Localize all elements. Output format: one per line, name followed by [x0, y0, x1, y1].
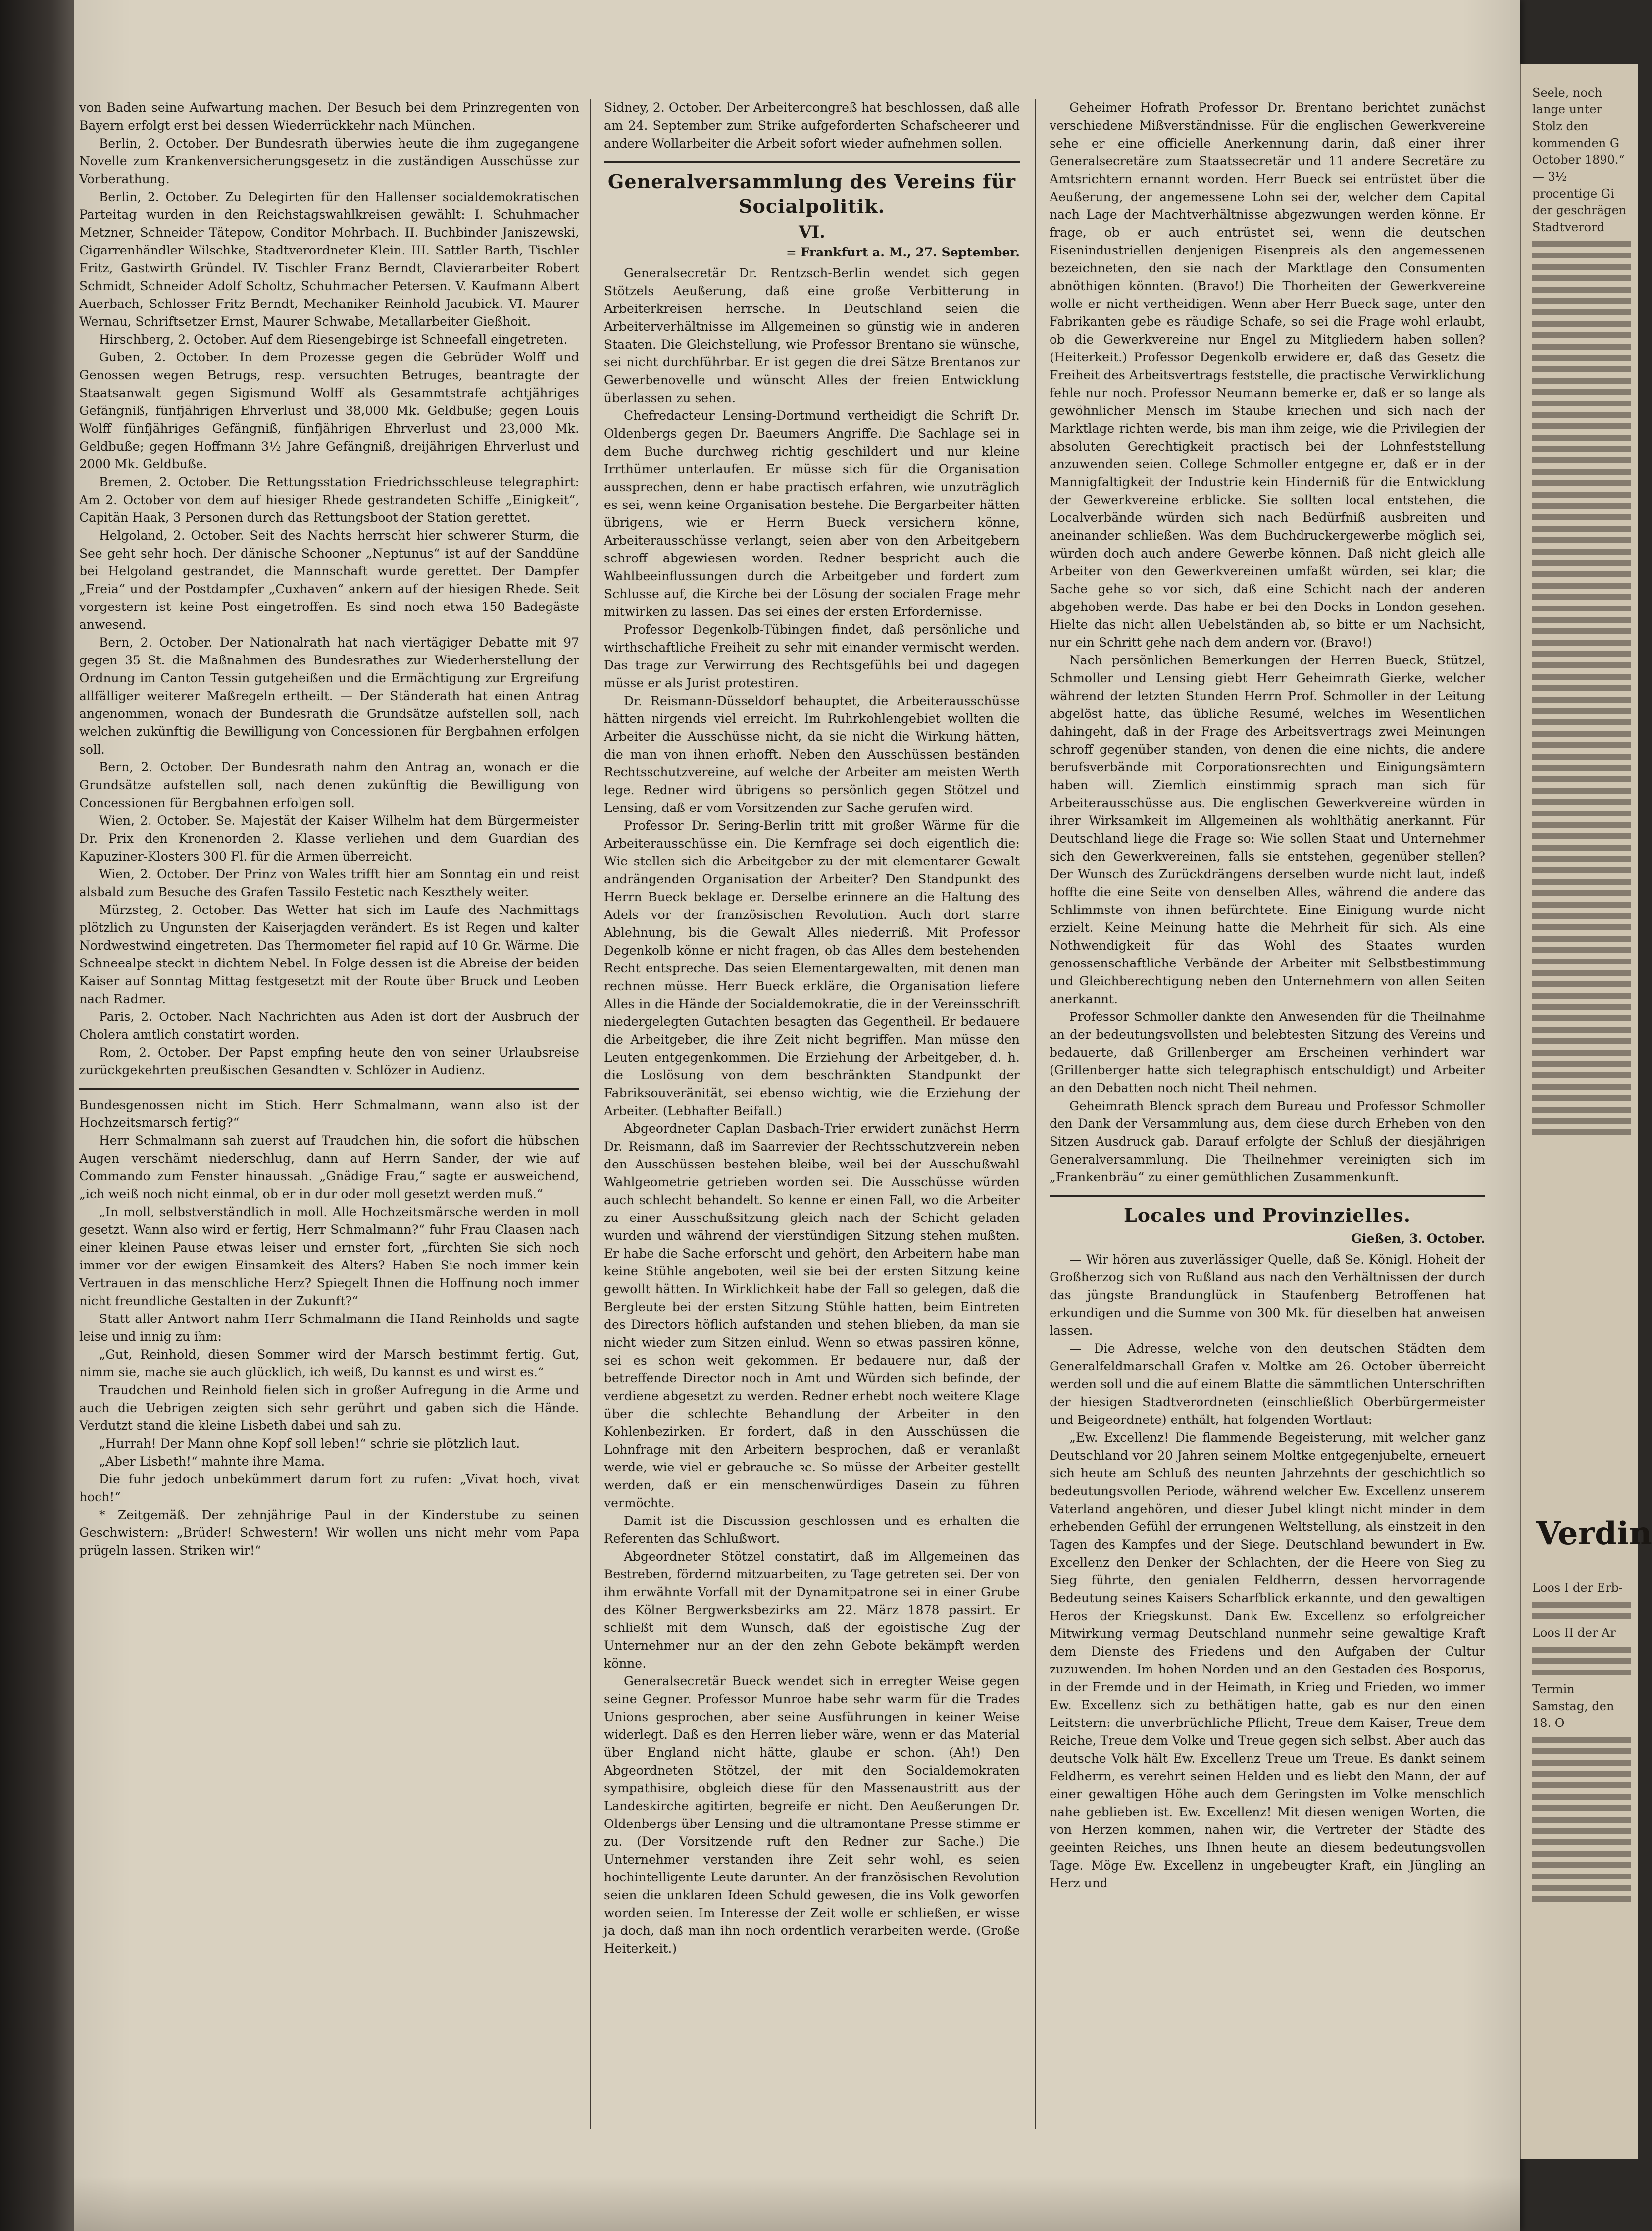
article-paragraph: Hirschberg, 2. October. Auf dem Riesengebirge ist Schneefall eingetreten. [99, 332, 568, 347]
article-paragraph: Guben, 2. October. In dem Prozesse gegen die Gebrüder Wolff und Genossen wegen Betrugs, resp. versuchten Betruges, beantragte der Staatsanwalt gegen Sigismund Wolff als Gesammtstrafe achtjähriges Gefängniß, fünfjährigen Ehrverlust und 38,000 Mk. Geldbuße; gegen Louis Wolff fünfjähriges Gefängniß, fünfjährigen Ehrverlust und 23,000 Mk. Geldbuße; gegen Hoffmann 3½ Jahre Gefängniß, dreijährigen Ehrverlust und 2000 Mk. Geldbuße. [79, 350, 579, 471]
feuilleton-paragraph: Traudchen und Reinhold fielen sich in großer Aufregung in die Arme und auch die Uebrigen zeigten sich sehr gerührt und gaben sich die Hände. Verdutzt stand die kleine Lisbeth dabei und sah zu. [79, 1383, 579, 1433]
adjacent-page-fragment [1520, 64, 1652, 2159]
article-part-number: VI. [798, 222, 826, 242]
article-paragraph: Sidney, 2. October. Der Arbeitercongreß hat beschlossen, daß alle am 24. September zum Strike aufgeforderten Schafscheerer und andere Wollarbeiter die Arbeit sofort wieder aufnehmen sollen. [604, 101, 1020, 151]
article-paragraph: von Baden seine Aufwartung machen. Der Besuch bei dem Prinzregenten von Bayern erfolgt erst bei dessen Wiederrückkehr nach München. [79, 101, 579, 133]
fragment-line: October 1890.“ [1532, 153, 1625, 167]
feuilleton-divider [79, 1088, 579, 1090]
section-divider [1050, 1195, 1485, 1197]
feuilleton-paragraph: „Gut, Reinhold, diesen Sommer wird der Marsch bestimmt fertig. Gut, nimm sie, mache sie auch glücklich, ich weiß, Du kannst es und wirst es.“ [79, 1347, 579, 1379]
article-headline: Generalversammlung des Vereins für Socialpolitik. [607, 170, 1016, 217]
column-3 [1050, 99, 1485, 2129]
article-paragraph: Paris, 2. October. Nach Nachrichten aus Aden ist dort der Ausbruch der Cholera amtlich constatirt worden. [79, 1010, 579, 1042]
article-paragraph: Generalsecretär Bueck wendet sich in erregter Weise gegen seine Gegner. Professor Munroe habe sehr warm für die Trades Unions gesprochen, aber seine Ausführungen in keiner Weise widerlegt. Daß es den Herren lieber wäre, wenn er das Material über England nicht hätte, glaube er schon. (Ah!) Den Abgeordneten Stötzel, der mit den Socialdemokraten sympathisire, obgleich diese für den Massenaustritt aus der Landeskirche agitirten, begreife er nicht. Den Aeußerungen Dr. Oldenbergs über Lensing und die ultramontane Presse stimme er zu. (Der Vorsitzende ruft den Redner zur Sache.) Die Unternehmer verstanden ihre Zeit sehr wohl, es seien hochintelligente Leute darunter. An der französischen Revolution seien die unklaren Ideen Schuld gewesen, die ins Volk geworfen worden seien. Im Interesse der Zeit wolle er schließen, er wisse ja doch, daß man ihn noch ordentlich verarbeiten werde. (Große Heiterkeit.) [604, 1674, 1020, 1956]
local-news-paragraph: „Ew. Excellenz! Die flammende Begeisterung, mit welcher ganz Deutschland vor 20 Jahren seinem Moltke entgegenjubelte, erneuert sich heute am Schluß des neunten Jahrzehnts der geschichtlich so bedeutungsvollen Periode, während welcher Ew. Excellenz unserem Vaterland angehören, und dieser Jubel klingt nicht minder in dem erhebenden Gefühl der errungenen Weltstellung, als einstzeit in den Tagen des Kampfes und der Siege. Deutschland bewundert in Ew. Excellenz den Denker der Schlachten, der die Heere von Sieg zu Sieg führte, den genialen Feldherrn, dessen hervorragende Bedeutung seines Kaisers Scharfblick erkannte, und den gewaltigen Heros der Kriegskunst. Dank Ew. Excellenz so erfolgreicher Mitwirkung vermag Deutschland nunmehr seine gewaltige Kraft dem Dienste des Friedens und den Aufgaben der Cultur zuzuwenden. Im hohen Norden und an den Gestaden des Bosporus, in der Fremde und in der Heimath, in Krieg und Frieden, wo immer Ew. Excellenz sich zu bethätigen hatte, gab es nur den einen Leitstern: die unverbrüchliche Pflicht, Treue dem Kaiser, Treue dem Reiche, Treue dem Volke und Treue gegen sich selbst. Aber auch das deutsche Volk hält Ew. Excellenz Treue um Treue. Es dankt seinem Feldherrn, es verehrt seinen Helden und es liebt den Mann, der auf einer gewaltigen Höhe auch dem Geringsten im Volke menschlich nahe geblieben ist. Ew. Excellenz! Mit diesen wenigen Worten, die von Herzen kommen, nahen wir, die Vertreter der Städte des geeinten Reiches, uns Ihnen heute an diesem bedeutungsvollen Tage. Möge Ew. Excellenz in ungebeugter Kraft, ein Jüngling an Herz und [1050, 1430, 1485, 1890]
feuilleton-paragraph: Statt aller Antwort nahm Herr Schmalmann die Hand Reinholds und sagte leise und innig zu ihm: [79, 1312, 579, 1344]
scanner-left-edge [0, 0, 74, 2231]
article-paragraph: Abgeordneter Caplan Dasbach-Trier erwidert zunächst Herrn Dr. Reismann, daß im Saarrevier der Rechtsschutzverein neben den Ausschüssen bestehen bleibe, weil bei der Ausschußwahl Wahlgeometrie getrieben worden sei. Die Ausschüsse würden auch schlecht behandelt. So kenne er einen Fall, wo die Arbeiter zu einer Ausschußsitzung gleich nach der Schicht geladen wurden und während der vierstündigen Sitzung stehen mußten. Er habe die Sache erforscht und gehört, den Arbeitern habe man keine Stühle angeboten, weil sie bei der ersten Sitzung keine gewollt hätten. In Wirklichkeit habe der Fall so gelegen, daß die Bergleute bei der ersten Sitzung Stühle hatten, beim Eintreten des Directors höflich aufstanden und stehen blieben, da man sie nicht wieder zum Sitzen einlud. Wenn so etwas passiren könne, sei es schon weit gekommen. Er bedauere nur, daß der betreffende Director noch in Amt und Würden sich befinde, der verdiene abgesetzt zu werden. Redner erhebt noch weitere Klage über die schlechte Behandlung der Arbeiter in den Kohlenbezirken. Er fordert, daß in den Ausschüssen die Lohnfrage mit den Arbeitern besprochen, daß er veranlaßt werde, wie viel er gebrauche ꝛc. So müsse der Arbeiter gestellt werden, daß er ein menschenwürdiges Dasein zu führen vermöchte. [604, 1121, 1020, 1510]
article-paragraph: Helgoland, 2. October. Seit des Nachts herrscht hier schwerer Sturm, die See geht sehr hoch. Der dänische Schooner „Neptunus“ ist auf der Sanddüne bei Helgoland gestrandet, die Mannschaft wurde gerettet. Der Dampfer „Freia“ und der Postdampfer „Cuxhaven“ ankern auf der hiesigen Rhede. Seit vorgestern ist keine Post eingetroffen. Es sind noch etwa 150 Badegäste anwesend. [79, 528, 579, 632]
fragment-line: Seele, noch lange unter [1532, 86, 1602, 116]
article-paragraph: Nach persönlichen Bemerkungen der Herren Bueck, Stützel, Schmoller und Lensing giebt Herr Geheimrath Gierke, welcher während der letzten Stunden Herrn Prof. Schmoller in der Leitung abgelöst hatte, das übliche Resumé, welches im Wesentlichen dahingeht, daß in der Frage des Arbeitsvertrags zwei Meinungen schroff gegenüber standen, von denen die eine nichts, die andere berufsverbände mit Corporationsrechten und Einigungsämtern haben will. Ziemlich einstimmig sprach man sich für Arbeiterausschüsse aus. Die englischen Gewerkvereine würden in ihrer Wirksamkeit im Allgemeinen als wohlthätig anerkannt. Für Deutschland liege die Frage so: Wie sollen Staat und Unternehmer sich den Gewerkvereinen, falls sie entstehen, gegenüber stellen? Der Wunsch des Zurückdrängens derselben wurde nicht laut, indeß hoffte die eine Seite von denselben Alles, während die andere das Schlimmste von ihnen befürchtete. Eine Einigung wurde nicht erzielt. Keine Meinung hatte die Mehrheit für sich. Als eine Nothwendigkeit für das Wohl des Staates wurden genossenschaftliche Verbände der Arbeiter mit Selbstbestimmung und Gleichberechtigung neben den Unternehmern von allen Seiten anerkannt. [1050, 653, 1485, 1006]
article-paragraph: Bremen, 2. October. Die Rettungsstation Friedrichsschleuse telegraphirt: Am 2. October von dem auf hiesiger Rhede gestrandeten Schiffe „Einigkeit“, Capitän Haak, 3 Personen durch das Rettungsboot der Station gerettet. [79, 475, 579, 525]
article-paragraph: Berlin, 2. October. Der Bundesrath überwies heute die ihm zugegangene Novelle zum Krankenversicherungsgesetz in die zuständigen Ausschüsse zur Vorberathung. [79, 136, 579, 186]
article-paragraph: Professor Degenkolb-Tübingen findet, daß persönliche und wirthschaftliche Freiheit zu sehr mit einander vermischt werden. Das trage zur Verwirrung des Rechtsgefühls bei und dagegen müsse er als Jurist protestiren. [604, 622, 1020, 690]
column-2 [604, 99, 1020, 2129]
feuilleton-paragraph: Bundesgenossen nicht im Stich. Herr Schmalmann, wann also ist der Hochzeitsmarsch fertig?“ [79, 1098, 579, 1130]
feuilleton-paragraph: Die fuhr jedoch unbekümmert darum fort zu rufen: „Vivat hoch, vivat hoch!“ [79, 1472, 579, 1504]
article-paragraph: Wien, 2. October. Der Prinz von Wales trifft hier am Sonntag ein und reist alsbald zum Besuche des Grafen Tassilo Festetic nach Keszthely weiter. [79, 867, 579, 899]
section-headline: Locales und Provinzielles. [1123, 1204, 1411, 1226]
article-paragraph: Abgeordneter Stötzel constatirt, daß im Allgemeinen das Bestreben, fördernd mitzuarbeiten, zu Tage getreten sei. Der von ihm erwähnte Vorfall mit der Dynamitpatrone sei in einer Grube des Kölner Bergwerksbezirks am 22. März 1878 passirt. Er schließt mit dem Wunsch, daß der egoistische Zug der Unternehmer nur an der den zehn Gebote bekämpft werden könne. [604, 1549, 1020, 1671]
section-dateline: Gießen, 3. October. [1351, 1231, 1485, 1246]
article-paragraph: Bern, 2. October. Der Bundesrath nahm den Antrag an, wonach er die Grundsätze aufstellen soll, nach denen zukünftig die Bewilligung von Concessionen für Bergbahnen erfolgen soll. [79, 760, 579, 810]
adjacent-page-subtext [1532, 1579, 1631, 1908]
article-paragraph: Chefredacteur Lensing-Dortmund vertheidigt die Schrift Dr. Oldenbergs gegen Dr. Baeumers Angriffe. Die Sachlage sei in dem Buche durchweg richtig geschildert und nur kleine Irrthümer unterlaufen. Er müsse sich für die Organisation aussprechen, denn er habe practisch erfahren, wie unzuträglich es sei, wenn keine Organisation bestehe. Die Bergarbeiter hätten übrigens, wie er Herrn Bueck versichern könne, Arbeiterausschüsse verlangt, seien aber von den Arbeitgebern schroff abgewiesen worden. Redner bespricht auch die Wahlbeeinflussungen durch die Arbeitgeber und fordert zum Schlusse auf, die Kirche bei der Lösung der socialen Frage mehr mitwirken zu lassen. Das sei eines der ersten Erfordernisse. [604, 408, 1020, 619]
fragment-line: Termin [1532, 1682, 1575, 1696]
feuilleton-paragraph: * Zeitgemäß. Der zehnjährige Paul in der Kinderstube zu seinen Geschwistern: „Brüder! Schwestern! Wir wollen uns nicht mehr vom Papa prügeln lassen. Striken wir!“ [79, 1508, 579, 1558]
article-paragraph: Geheimer Hofrath Professor Dr. Brentano berichtet zunächst verschiedene Mißverständnisse. Für die englischen Gewerkvereine sehe er eine officielle Anerkennung darin, daß einer ihrer Generalsecretäre zum Staatssecretär und 11 andere Secretäre zu Amtsrichtern ernannt worden. Herr Bueck sei entrüstet über die Aeußerung, der angemessene Lohn sei der, welcher dem Capital nach Lage der Machtverhältnisse abgezwungen werden könne. Er frage, ob er auch entrüstet sei, wenn die deutschen Eisenindustriellen denjenigen Eisenpreis als den angemessenen bezeichneten, den sie nach der Marktlage den Consumenten abnöthigen könnten. (Bravo!) Die Thorheiten der Gewerkvereine wolle er nicht vertheidigen. Wenn aber Herr Bueck sage, unter den Fabrikanten gebe es räudige Schafe, so sei die Frage wohl erlaubt, ob die Gewerkvereine nur Engel zu Mitgliedern haben sollen? (Heiterkeit.) Professor Degenkolb erwidere er, daß das Gesetz die Freiheit des Arbeitsvertrags feststelle, die practische Verwirklichung fehle nur noch. Professor Neumann bemerke er, daß er so lange als gewöhnlicher Mensch im Staube kriechen und sich nach der Marktlage richten werde, bis man ihm zeige, wie die Privilegien der absoluten Gerechtigkeit practisch bei der Lohnfeststellung anzuwenden seien. College Schmoller entgegne er, daß er in der Mannigfaltigkeit der Industrie kein Hinderniß für die Entwicklung der Gewerkvereine erblicke. Sie sollten local entstehen, die Localverbände würden sich nach Bedürfniß ausbreiten und aneinander schließen. Was dem Buchdruckergewerbe möglich sei, würden doch auch andere Gewerbe können. Daß nicht gleich alle Arbeiter von den Gewerkvereinen umfaßt würden, sei klar; die Sache gehe so vor sich, daß eine Schicht nach der anderen abgehoben werde. Das habe er bei den Docks in London gesehen. Hielte das nicht allen Uebelständen ab, so bitte er um Nachsicht, nur ein Schritt gehe nach dem andern vor. (Bravo!) [1050, 101, 1485, 650]
article-paragraph: Bern, 2. October. Der Nationalrath hat nach viertägiger Debatte mit 97 gegen 35 St. die Maßnahmen des Bundesrathes zur Wiederherstellung der Ordnung im Canton Tessin gutgeheißen und die Ermächtigung zur Ergreifung allfälliger weiterer Maßregeln ertheilt. — Der Ständerath hat einen Antrag angenommen, wonach der Bundesrath die Grundsätze aufstellen soll, nach welchen zukünftig die Bewilligung von Concessionen für Bergbahnen erfolgen soll. [79, 635, 579, 757]
feuilleton-paragraph: „In moll, selbstverständlich in moll. Alle Hochzeitsmärsche werden in moll gesetzt. Wann also wird er fertig, Herr Schmalmann?“ fuhr Frau Claasen nach einer kleinen Pause etwas leiser und ernster fort, „fürchten Sie sich noch immer vor der ewigen Einsamkeit des Alters? Haben Sie noch immer kein Vertrauen in das menschliche Herz? Spiegelt Ihnen die Hoffnung noch immer nicht freundliche Gestalten in der Zukunft?“ [79, 1205, 579, 1308]
fragment-line: Loos II der Ar [1532, 1626, 1616, 1640]
page-shadow [74, 2177, 1520, 2231]
fragment-line: Samstag, den 18. O [1532, 1699, 1614, 1730]
adjacent-page-headline: Verdin [1536, 1515, 1652, 1552]
fragment-line: Stolz den kommenden G [1532, 119, 1619, 150]
section-divider [604, 161, 1020, 163]
article-paragraph: Mürzsteg, 2. October. Das Wetter hat sich im Laufe des Nachmittags plötzlich zu Ungunsten der Kaiserjagden verändert. Es ist Regen und kalter Nordwestwind eingetreten. Das Thermometer fiel rapid auf 10 Gr. Wärme. Die Schneealpe steckt in dichtem Nebel. In Folge dessen ist die Abreise der beiden Kaiser auf Sonntag Mittag festgesetzt mit der Route über Bruck und Leoben nach Radmer. [79, 903, 579, 1006]
fragment-line: der geschrägen Stadtverord [1532, 203, 1627, 234]
article-paragraph: Berlin, 2. October. Zu Delegirten für den Hallenser socialdemokratischen Parteitag wurden in den Reichstagswahlkreisen gewählt: I. Schuhmacher Metzner, Schneider Tätерow, Conditor Mohrbach. II. Buchbinder Janiszewski, Cigarrenhändler Wilschke, Stadtverordneter Klein. III. Sattler Barth, Tischler Fritz, Gastwirth Gründel. IV. Tischler Franz Berndt, Clavierarbeiter Robert Schmidt, Schneider Adolf Scholtz, Schuhmacher Petersen. V. Kaufmann Albert Auerbach, Schlosser Fritz Berndt, Mechaniker Reinhold Jacubick. VI. Maurer Wernau, Schriftsetzer Ernst, Maurer Schwabe, Metallarbeiter Gießhoit. [79, 190, 579, 329]
feuilleton-paragraph: „Hurrah! Der Mann ohne Kopf soll leben!“ schrie sie plötzlich laut. [99, 1436, 520, 1451]
feuilleton-paragraph: Herr Schmalmann sah zuerst auf Traudchen hin, die sofort die hübschen Augen verschämt niederschlug, dann auf Herrn Sander, der wie auf Commando zum Fenster hinaussah. „Gnädige Frau,“ sagte er ausweichend, „ich weiß noch nicht einmal, ob er in dur oder moll gesetzt werden muß.“ [79, 1133, 579, 1201]
column-rule [590, 99, 591, 2129]
adjacent-page-text [1532, 84, 1631, 1141]
local-news-paragraph: — Die Adresse, welche von den deutschen Städten dem Generalfeldmarschall Grafen v. Moltke am 26. October überreicht werden soll und die auf einem Blatte die sämmtlichen Unterschriften der hiesigen Stadtverordneten (einschließlich Oberbürgermeister und Beigeordnete) enthält, hat folgenden Wortlaut: [1050, 1341, 1485, 1427]
article-paragraph: Dr. Reismann-Düsseldorf behauptet, die Arbeiterausschüsse hätten nirgends viel erreicht. Im Ruhrkohlengebiet wollten die Arbeiter die Ausschüsse nicht, da sie nicht die Wirkung hätten, die man von ihnen erhofft. Neben den Ausschüssen beständen Rechtsschutzvereine, auf welche der Arbeiter am meisten Werth lege. Redner wird übrigens so persönlich gegen Stötzel und Lensing, daß er vom Vorsitzenden zur Sache gerufen wird. [604, 694, 1020, 815]
article-dateline: = Frankfurt a. M., 27. September. [786, 245, 1020, 259]
column-rule [1035, 99, 1036, 2129]
article-paragraph: Professor Dr. Sering-Berlin tritt mit großer Wärme für die Arbeiterausschüsse ein. Die Kernfrage sei doch eigentlich die: Wie stellen sich die Arbeitgeber zu der mit elementarer Gewalt andrängenden Organisation der Arbeiter? Den Standpunkt des Herrn Bueck beklage er. Derselbe erinnere an die Haltung des Adels vor der französischen Revolution. Auch dort starre Ablehnung, bis die Gewalt Alles niederriß. Mit Professor Degenkolb könne er nicht fragen, ob das Alles dem bestehenden Recht entspreche. Das seien Elementargewalten, mit denen man rechnen müsse. Herr Bueck erkläre, die Organisation liefere Alles in die Hände der Socialdemokratie, die in der Vereinsschrift niedergelegten Gutachten besagten das Gegentheil. Er bedauere die Arbeitgeber, die ihre Zeit nicht begriffen. Man müsse den Leuten entgegenkommen. Die Erziehung der Arbeitgeber, d. h. die Loslösung von dem beschränkten Standpunkt der Fabriksouveränität, sei ebenso wichtig, wie die Erziehung der Arbeiter. (Lebhafter Beifall.) [604, 818, 1020, 1118]
local-news-paragraph: — Wir hören aus zuverlässiger Quelle, daß Se. Königl. Hoheit der Großherzog sich von Rußland aus nach den Verhältnissen der durch das jüngste Brandunglück in Staufenberg Betroffenen hat erkundigen und die Summe von 300 Mk. für dieselben hat anweisen lassen. [1050, 1252, 1485, 1338]
article-paragraph: Generalsecretär Dr. Rentzsch-Berlin wendet sich gegen Stötzels Aeußerung, daß eine große Verbitterung in Arbeiterkreisen herrsche. In Deutschland seien die Arbeiterverhältnisse im Allgemeinen so günstig wie in anderen Staaten. Die Gleichstellung, wie Professor Brentano sie wünsche, sei nicht durchführbar. Er ist gegen die drei Sätze Brentanos zur Gewerbenovelle und wünscht Alles der freien Entwicklung überlassen zu sehen. [604, 266, 1020, 405]
feuilleton-paragraph: „Aber Lisbeth!“ mahnte ihre Mama. [99, 1454, 325, 1469]
article-paragraph: Geheimrath Blenck sprach dem Bureau und Professor Schmoller den Dank der Versammlung aus, dem diese durch Erheben von den Sitzen Ausdruck gab. Darauf erfolgte der Schluß der diesjährigen Generalversammlung. Die Theilnehmer vereinigten sich im „Frankenbräu“ zu einer gemüthlichen Zusammenkunft. [1050, 1099, 1485, 1184]
column-1 [79, 99, 579, 2129]
fragment-line: — 3½ procentige Gi [1532, 170, 1614, 201]
article-paragraph: Professor Schmoller dankte den Anwesenden für die Theilnahme an der bedeutungsvollsten und belebtesten Sitzung des Vereins und bedauerte, daß Grillenberger am Erscheinen verhindert war (Grillenberger hatte sich telegraphisch entschuldigt) und Arbeiter an den Debatten noch nicht Theil nehmen. [1050, 1010, 1485, 1095]
fragment-line: Loos I der Erb- [1532, 1581, 1623, 1595]
article-paragraph: Damit ist die Discussion geschlossen und es erhalten die Referenten das Schlußwort. [604, 1514, 1020, 1546]
article-paragraph: Wien, 2. October. Se. Majestät der Kaiser Wilhelm hat dem Bürgermeister Dr. Prix den Kronenorden 2. Klasse verliehen und dem Guardian des Kapuziner-Klosters 300 Fl. für die Armen überreicht. [79, 813, 579, 863]
article-paragraph: Rom, 2. October. Der Papst empfing heute den von seiner Urlaubsreise zurückgekehrten preußischen Gesandten v. Schlözer in Audienz. [79, 1045, 579, 1077]
